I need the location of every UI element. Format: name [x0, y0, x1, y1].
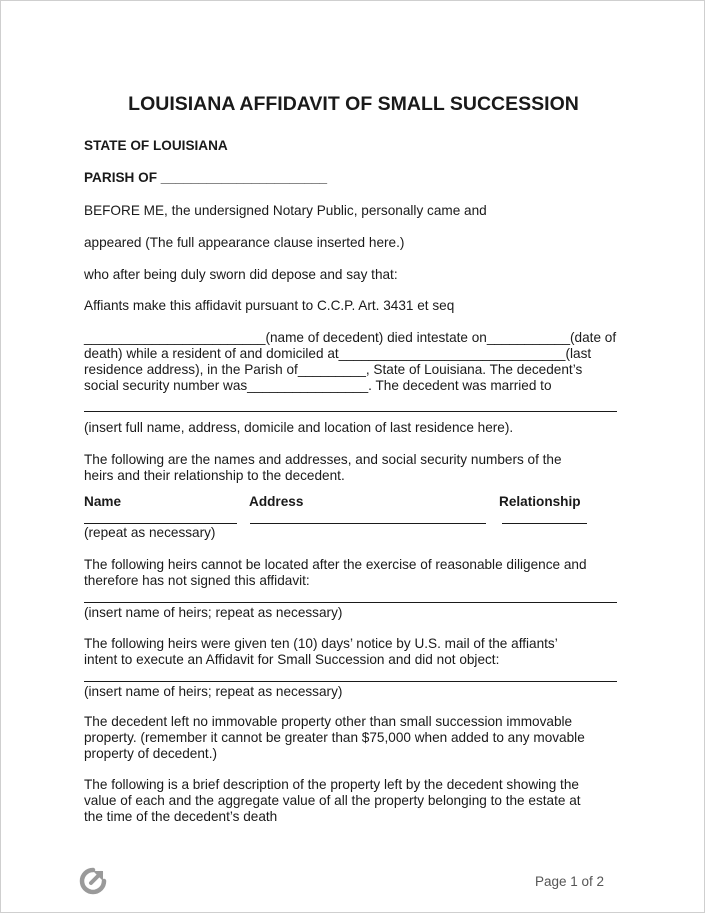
page-number: Page 1 of 2 [534, 874, 604, 889]
heir-name-blank-line [84, 523, 237, 524]
heir-address-blank-line [250, 523, 486, 524]
decedent-line-3: residence address), in the Parish of_________, State of Louisiana. The decedent’s [84, 362, 583, 377]
decedent-insert-note: (insert full name, address, domicile and location of last residence here). [84, 420, 514, 435]
notice-line-2: intent to execute an Affidavit for Small Succession and did not object: [84, 652, 500, 667]
share-arrow-logo-icon [79, 867, 107, 895]
description-line-2: value of each and the aggregate value of all the property belonging to the estate at [84, 793, 581, 808]
notice-heirs-blank-line [84, 681, 617, 682]
heirs-intro-line-2: heirs and their relationship to the decedent. [84, 468, 345, 483]
unlocated-note: (insert name of heirs; repeat as necessary) [84, 605, 343, 620]
notice-line-1: The following heirs were given ten (10) days’ notice by U.S. mail of the affiants’ [84, 636, 558, 651]
intro-line-3: who after being duly sworn did depose and say that: [84, 267, 398, 282]
heirs-column-relationship: Relationship [499, 494, 581, 509]
intro-line-2: appeared (The full appearance clause inserted here.) [84, 235, 405, 250]
intro-line-1: BEFORE ME, the undersigned Notary Public, personally came and [84, 203, 487, 218]
decedent-line-1: ________________________(name of decedent) died intestate on___________(date of [84, 330, 617, 345]
intro-line-4: Affiants make this affidavit pursuant to C.C.P. Art. 3431 et seq [84, 298, 455, 313]
heirs-intro-line-1: The following are the names and addresses, and social security numbers of the [84, 452, 562, 467]
parish-heading: PARISH OF ______________________ [84, 170, 328, 185]
property-line-2: property. (remember it cannot be greater than $75,000 when added to any movable [84, 730, 585, 745]
description-line-3: the time of the decedent’s death [84, 809, 278, 824]
notice-note: (insert name of heirs; repeat as necessary) [84, 684, 343, 699]
decedent-line-4: social security number was________________. The decedent was married to [84, 378, 552, 393]
heirs-column-address: Address [249, 494, 304, 509]
unlocated-line-1: The following heirs cannot be located after the exercise of reasonable diligence and [84, 557, 587, 572]
heir-relationship-blank-line [502, 523, 587, 524]
state-heading: STATE OF LOUISIANA [84, 138, 228, 153]
decedent-spouse-blank-line [84, 411, 617, 412]
property-line-3: property of decedent.) [84, 746, 217, 761]
heirs-column-name: Name [84, 494, 122, 509]
unlocated-line-2: therefore has not signed this affidavit: [84, 573, 310, 588]
decedent-line-2: death) while a resident of and domiciled at______________________________(last [84, 346, 592, 361]
description-line-1: The following is a brief description of the property left by the decedent showing the [84, 777, 579, 792]
property-line-1: The decedent left no immovable property other than small succession immovable [84, 714, 573, 729]
unlocated-heirs-blank-line [84, 602, 617, 603]
heirs-repeat-note: (repeat as necessary) [84, 525, 216, 540]
document-title: LOUISIANA AFFIDAVIT OF SMALL SUCCESSION [128, 93, 579, 115]
